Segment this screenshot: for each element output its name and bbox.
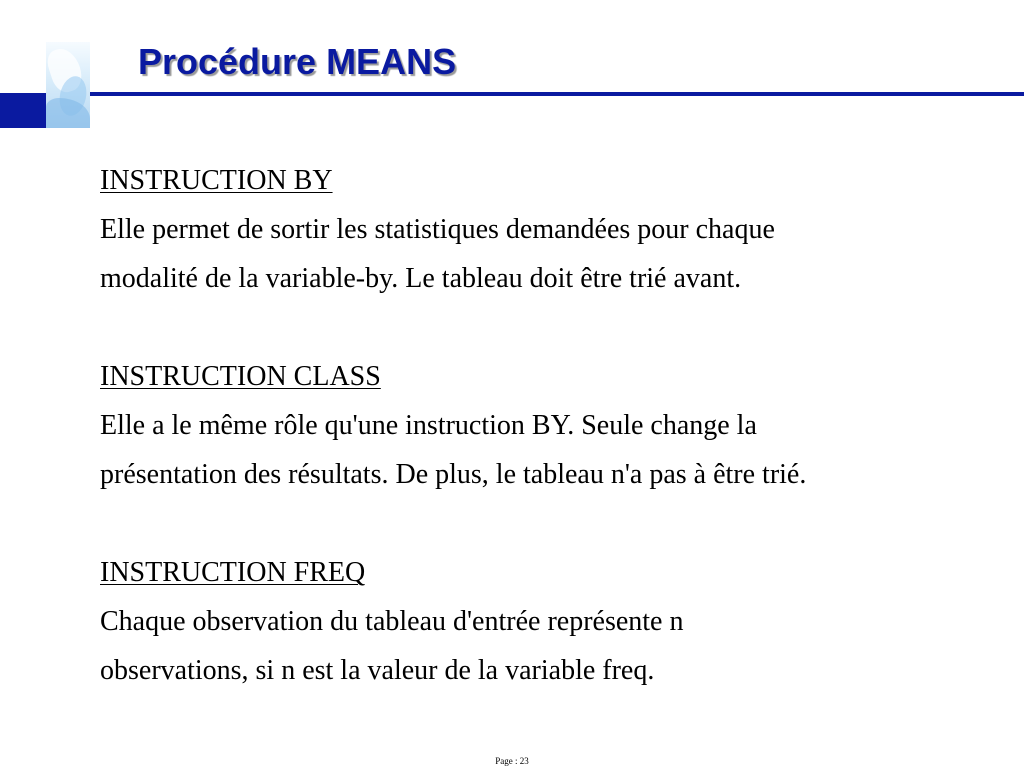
section-heading: INSTRUCTION CLASS bbox=[100, 361, 381, 392]
page-number: Page : 23 bbox=[495, 756, 529, 766]
section-text-line: modalité de la variable-by. Le tableau doit être trié avant. bbox=[100, 263, 742, 294]
section-instruction-class bbox=[100, 352, 1000, 499]
section-heading: INSTRUCTION FREQ bbox=[100, 557, 366, 588]
section-text-line: Elle a le même rôle qu'une instruction BY. Seule change la bbox=[100, 410, 757, 441]
decorative-logo-image bbox=[46, 42, 90, 128]
section-text-line: observations, si n est la valeur de la variable freq. bbox=[100, 655, 655, 686]
slide-body bbox=[100, 156, 1000, 695]
title-underline-rule bbox=[90, 92, 1024, 96]
section-text-line: Elle permet de sortir les statistiques demandées pour chaque bbox=[100, 214, 775, 245]
section-instruction-by bbox=[100, 156, 1000, 303]
section-text-line: Chaque observation du tableau d'entrée représente n bbox=[100, 606, 684, 637]
section-instruction-freq bbox=[100, 548, 1000, 695]
slide-title: Procédure MEANS bbox=[138, 41, 457, 82]
header-accent-block bbox=[0, 93, 46, 128]
section-text-line: présentation des résultats. De plus, le tableau n'a pas à être trié. bbox=[100, 459, 807, 490]
section-heading: INSTRUCTION BY bbox=[100, 165, 333, 196]
